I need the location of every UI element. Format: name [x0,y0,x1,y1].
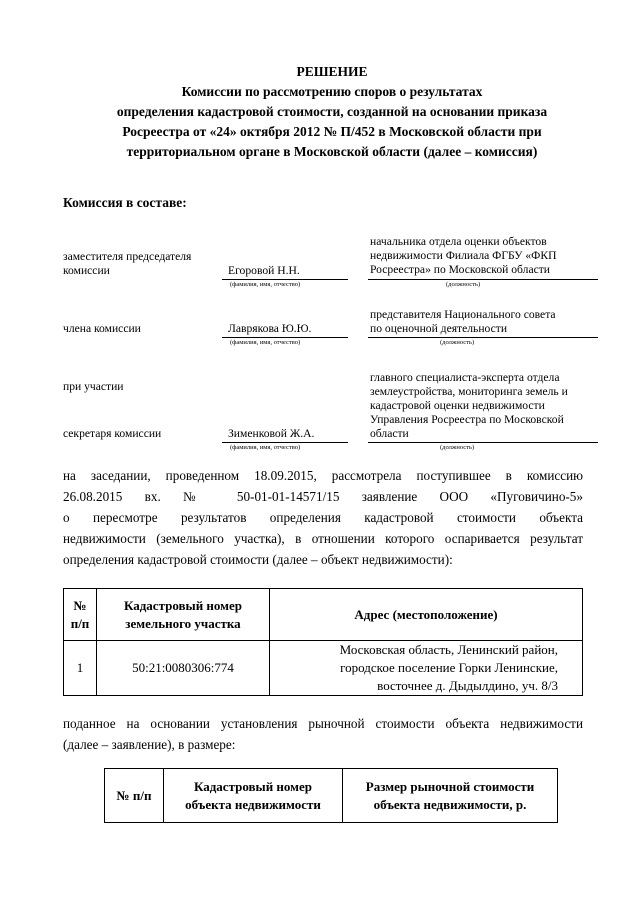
paragraph-2-line-1: поданное на основании установления рыночной стоимости объекта недвижимости [63,716,583,731]
member-1-name-underline [222,279,348,280]
title-line-3: Росреестра от «24» октября 2012 № П/452 в Московской области при [122,124,542,139]
paragraph-1-line-4: недвижимости (земельного участка), в отношении которого оспаривается результат [63,531,583,546]
paragraph-1-line-5: определения кадастровой стоимости (далее – объект недвижимости): [63,552,453,567]
cadastral-table [63,588,583,696]
title-line-2: определения кадастровой стоимости, созданной на основании приказа [116,104,548,119]
composition-heading: Комиссия в составе: [63,195,187,210]
table-header-row [105,769,558,823]
paragraph-1-line-2: 26.08.2015 вх. № 50-01-01-14571/15 заявление ООО «Пуговичино-5» [63,489,583,504]
member-3-name: Зименковой Ж.А. [228,427,315,440]
member-2-name: Лаврякова Ю.Ю. [228,322,312,335]
title-line-4: территориальном органе в Московской области (далее – комиссия) [126,144,538,159]
row-number: 1 [64,641,97,696]
member-3-position-caption: (должность) [440,444,475,451]
member-3-position: главного специалиста-эксперта отдела землеустройства, мониторинга земель и кадастровой оценки недвижимости Управления Росреестра по Московской области [370,371,568,440]
member-2-role: члена комиссии [63,322,141,335]
header-address: Адрес (местоположение) [270,589,583,641]
row-cadastral-number: 50:21:0080306:774 [97,641,270,696]
member-2-position-underline [368,337,598,338]
paragraph-2-line-2: (далее – заявление), в размере: [63,737,236,752]
member-3-position-underline [368,442,598,443]
member-2-position-caption: (должность) [440,339,475,346]
member-2-name-underline [222,337,348,338]
paragraph-1-line-3: о пересмотре результатов определения кадастровой стоимости объекта [63,510,583,525]
member-3-role-line-1: при участии [63,380,124,393]
member-3-name-underline [222,442,348,443]
member-1-role: заместителя председателя комиссии [63,250,192,277]
member-3-name-caption: (фамилия, имя, отчество) [230,444,301,451]
member-1-position: начальника отдела оценки объектов недвижимости Филиала ФГБУ «ФКП Росреестра» по Московской области [370,235,557,276]
header-market-value: Размер рыночной стоимости объекта недвижимости, р. [343,769,558,823]
member-1-position-caption: (должность) [446,281,481,288]
member-1-name: Егоровой Н.Н. [228,264,300,277]
document-title [60,62,604,162]
paragraph-1-line-1: на заседании, проведенном 18.09.2015, рассмотрела поступившее в комиссию [63,468,583,483]
title-line-1: Комиссии по рассмотрению споров о результатах [181,84,483,99]
row-address: Московская область, Ленинский район, городское поселение Горки Ленинские, восточнее д. Дыдылдино, уч. 8/3 [270,641,583,696]
table-header-row [64,589,583,641]
member-1-position-underline [368,279,598,280]
decision-paragraph-2 [63,713,583,755]
member-1-name-caption: (фамилия, имя, отчество) [230,281,301,288]
header-cadastral-number: Кадастровый номер объекта недвижимости [164,769,343,823]
header-cadastral-number: Кадастровый номер земельного участка [97,589,270,641]
title-heading: РЕШЕНИЕ [296,64,368,79]
header-number: № п/п [105,769,164,823]
member-2-position: представителя Национального совета по оценочной деятельности [370,308,556,335]
market-value-table [104,768,558,823]
member-3-role-line-2: секретаря комиссии [63,427,162,440]
table-row [64,641,583,696]
decision-paragraph-1 [63,465,583,570]
header-number: № п/п [64,589,97,641]
member-2-name-caption: (фамилия, имя, отчество) [230,339,301,346]
